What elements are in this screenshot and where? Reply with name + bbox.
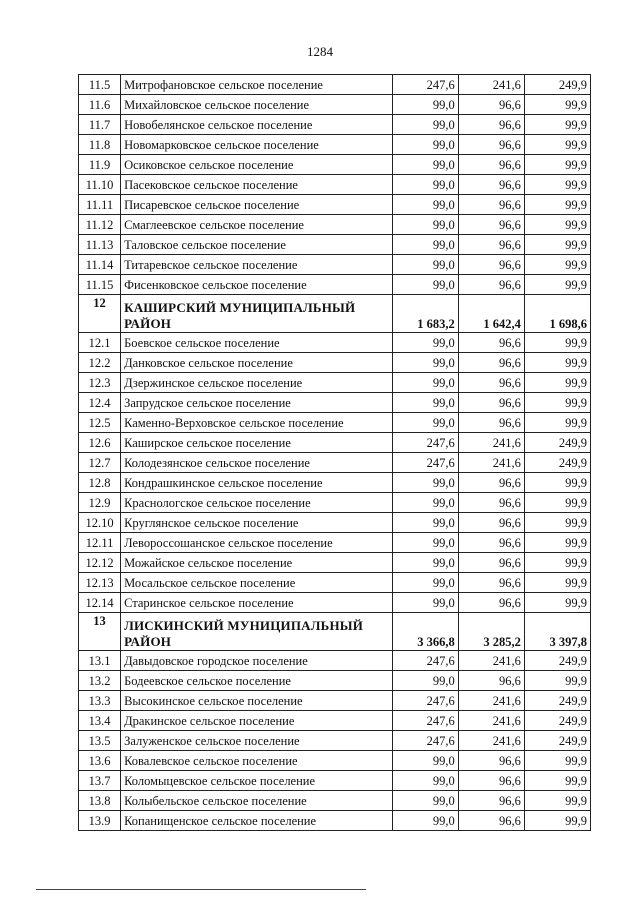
- table-row: [79, 333, 591, 353]
- value-col-1: 99,0: [392, 533, 458, 553]
- row-number: 12: [79, 295, 121, 333]
- value-col-3: 99,9: [524, 353, 590, 373]
- value-col-2: 96,6: [458, 135, 524, 155]
- table-row: [79, 593, 591, 613]
- row-number: 13: [79, 613, 121, 651]
- settlement-name: Коломыцевское сельское поселение: [121, 771, 393, 791]
- value-col-2: 241,6: [458, 711, 524, 731]
- settlement-name: Михайловское сельское поселение: [121, 95, 393, 115]
- settlement-name: Пасековское сельское поселение: [121, 175, 393, 195]
- value-col-2: 96,6: [458, 333, 524, 353]
- settlement-name: Данковское сельское поселение: [121, 353, 393, 373]
- settlement-name: Кондрашкинское сельское поселение: [121, 473, 393, 493]
- row-number: 11.12: [79, 215, 121, 235]
- settlement-name: Копанищенское сельское поселение: [121, 811, 393, 831]
- value-col-3: 99,9: [524, 215, 590, 235]
- value-col-1: 99,0: [392, 333, 458, 353]
- value-col-1: 99,0: [392, 593, 458, 613]
- value-col-2: 96,6: [458, 215, 524, 235]
- table-row: [79, 95, 591, 115]
- value-col-1: 99,0: [392, 135, 458, 155]
- settlement-name: Фисенковское сельское поселение: [121, 275, 393, 295]
- value-col-2: 96,6: [458, 533, 524, 553]
- settlement-name: Боевское сельское поселение: [121, 333, 393, 353]
- settlement-name: Старинское сельское поселение: [121, 593, 393, 613]
- value-col-1: 99,0: [392, 393, 458, 413]
- value-col-1: 247,6: [392, 651, 458, 671]
- row-number: 12.8: [79, 473, 121, 493]
- value-col-2: 96,6: [458, 275, 524, 295]
- value-col-3: 3 397,8: [524, 613, 590, 651]
- value-col-3: 249,9: [524, 711, 590, 731]
- value-col-3: 99,9: [524, 513, 590, 533]
- value-col-1: 247,6: [392, 731, 458, 751]
- value-col-3: 99,9: [524, 473, 590, 493]
- row-number: 13.5: [79, 731, 121, 751]
- value-col-2: 241,6: [458, 433, 524, 453]
- value-col-1: 1 683,2: [392, 295, 458, 333]
- budget-table: [78, 74, 591, 831]
- row-number: 12.12: [79, 553, 121, 573]
- settlement-name: Каменно-Верховское сельское поселение: [121, 413, 393, 433]
- value-col-1: 247,6: [392, 75, 458, 95]
- value-col-2: 241,6: [458, 75, 524, 95]
- value-col-1: 99,0: [392, 95, 458, 115]
- row-number: 12.1: [79, 333, 121, 353]
- value-col-3: 99,9: [524, 275, 590, 295]
- value-col-1: 99,0: [392, 155, 458, 175]
- value-col-2: 96,6: [458, 393, 524, 413]
- value-col-3: 99,9: [524, 255, 590, 275]
- row-number: 11.9: [79, 155, 121, 175]
- value-col-3: 99,9: [524, 593, 590, 613]
- row-number: 12.7: [79, 453, 121, 473]
- row-number: 11.14: [79, 255, 121, 275]
- row-number: 11.6: [79, 95, 121, 115]
- table-row: [79, 195, 591, 215]
- value-col-2: 96,6: [458, 751, 524, 771]
- table-row: [79, 771, 591, 791]
- value-col-2: 96,6: [458, 115, 524, 135]
- table-row: [79, 513, 591, 533]
- row-number: 13.7: [79, 771, 121, 791]
- settlement-name: Мосальское сельское поселение: [121, 573, 393, 593]
- table-row: [79, 651, 591, 671]
- value-col-1: 247,6: [392, 691, 458, 711]
- table-row: [79, 553, 591, 573]
- value-col-1: 99,0: [392, 353, 458, 373]
- district-row: [79, 613, 591, 651]
- value-col-2: 3 285,2: [458, 613, 524, 651]
- settlement-name: Давыдовское городское поселение: [121, 651, 393, 671]
- value-col-1: 99,0: [392, 115, 458, 135]
- value-col-1: 99,0: [392, 791, 458, 811]
- value-col-2: 96,6: [458, 811, 524, 831]
- value-col-2: 96,6: [458, 353, 524, 373]
- table-row: [79, 811, 591, 831]
- value-col-1: 247,6: [392, 453, 458, 473]
- row-number: 11.11: [79, 195, 121, 215]
- value-col-2: 96,6: [458, 671, 524, 691]
- value-col-3: 99,9: [524, 373, 590, 393]
- value-col-2: 96,6: [458, 195, 524, 215]
- table-row: [79, 215, 591, 235]
- row-number: 11.8: [79, 135, 121, 155]
- settlement-name: Высокинское сельское поселение: [121, 691, 393, 711]
- row-number: 13.1: [79, 651, 121, 671]
- table-row: [79, 751, 591, 771]
- table-row: [79, 255, 591, 275]
- value-col-3: 99,9: [524, 195, 590, 215]
- row-number: 13.6: [79, 751, 121, 771]
- value-col-1: 99,0: [392, 413, 458, 433]
- value-col-1: 99,0: [392, 275, 458, 295]
- value-col-3: 99,9: [524, 115, 590, 135]
- value-col-3: 249,9: [524, 75, 590, 95]
- table-row: [79, 711, 591, 731]
- value-col-1: 99,0: [392, 255, 458, 275]
- table-row: [79, 373, 591, 393]
- table-row: [79, 353, 591, 373]
- row-number: 12.5: [79, 413, 121, 433]
- value-col-3: 249,9: [524, 651, 590, 671]
- value-col-1: 247,6: [392, 433, 458, 453]
- value-col-2: 96,6: [458, 373, 524, 393]
- value-col-3: 99,9: [524, 155, 590, 175]
- table-row: [79, 791, 591, 811]
- value-col-3: 99,9: [524, 573, 590, 593]
- row-number: 11.13: [79, 235, 121, 255]
- settlement-name: Титаревское сельское поселение: [121, 255, 393, 275]
- settlement-name: Краснологское сельское поселение: [121, 493, 393, 513]
- table-row: [79, 235, 591, 255]
- settlement-name: Дзержинское сельское поселение: [121, 373, 393, 393]
- value-col-1: 99,0: [392, 513, 458, 533]
- value-col-1: 99,0: [392, 811, 458, 831]
- value-col-2: 96,6: [458, 255, 524, 275]
- row-number: 12.4: [79, 393, 121, 413]
- value-col-1: 3 366,8: [392, 613, 458, 651]
- value-col-3: 99,9: [524, 333, 590, 353]
- row-number: 13.4: [79, 711, 121, 731]
- value-col-3: 99,9: [524, 553, 590, 573]
- settlement-name: Круглянское сельское поселение: [121, 513, 393, 533]
- value-col-3: 99,9: [524, 393, 590, 413]
- value-col-1: 99,0: [392, 195, 458, 215]
- budget-table-body: [79, 75, 591, 831]
- value-col-2: 96,6: [458, 95, 524, 115]
- row-number: 13.9: [79, 811, 121, 831]
- table-row: [79, 493, 591, 513]
- value-col-1: 99,0: [392, 175, 458, 195]
- row-number: 12.11: [79, 533, 121, 553]
- row-number: 12.14: [79, 593, 121, 613]
- value-col-2: 96,6: [458, 553, 524, 573]
- settlement-name: Дракинское сельское поселение: [121, 711, 393, 731]
- table-row: [79, 533, 591, 553]
- table-row: [79, 155, 591, 175]
- district-row: [79, 295, 591, 333]
- district-name: ЛИСКИНСКИЙ МУНИЦИПАЛЬНЫЙ РАЙОН: [121, 613, 393, 651]
- value-col-3: 99,9: [524, 235, 590, 255]
- table-row: [79, 433, 591, 453]
- table-row: [79, 275, 591, 295]
- page-number: 1284: [307, 44, 333, 59]
- value-col-1: 247,6: [392, 711, 458, 731]
- row-number: 11.7: [79, 115, 121, 135]
- value-col-3: 99,9: [524, 413, 590, 433]
- settlement-name: Запрудское сельское поселение: [121, 393, 393, 413]
- value-col-3: 249,9: [524, 691, 590, 711]
- footer-rule: [36, 889, 366, 890]
- row-number: 12.2: [79, 353, 121, 373]
- table-row: [79, 473, 591, 493]
- value-col-3: 99,9: [524, 95, 590, 115]
- value-col-3: 99,9: [524, 791, 590, 811]
- value-col-2: 96,6: [458, 573, 524, 593]
- value-col-1: 99,0: [392, 373, 458, 393]
- value-col-1: 99,0: [392, 771, 458, 791]
- table-row: [79, 393, 591, 413]
- value-col-2: 241,6: [458, 453, 524, 473]
- table-row: [79, 671, 591, 691]
- value-col-2: 96,6: [458, 413, 524, 433]
- value-col-2: 96,6: [458, 473, 524, 493]
- row-number: 11.5: [79, 75, 121, 95]
- value-col-2: 96,6: [458, 513, 524, 533]
- table-row: [79, 175, 591, 195]
- value-col-1: 99,0: [392, 235, 458, 255]
- value-col-1: 99,0: [392, 751, 458, 771]
- settlement-name: Левороссошанское сельское поселение: [121, 533, 393, 553]
- value-col-2: 96,6: [458, 155, 524, 175]
- settlement-name: Митрофановское сельское поселение: [121, 75, 393, 95]
- value-col-3: 249,9: [524, 433, 590, 453]
- value-col-3: 99,9: [524, 175, 590, 195]
- settlement-name: Колыбельское сельское поселение: [121, 791, 393, 811]
- value-col-3: 99,9: [524, 811, 590, 831]
- settlement-name: Колодезянское сельское поселение: [121, 453, 393, 473]
- settlement-name: Писаревское сельское поселение: [121, 195, 393, 215]
- value-col-3: 99,9: [524, 771, 590, 791]
- table-row: [79, 691, 591, 711]
- row-number: 12.13: [79, 573, 121, 593]
- value-col-1: 99,0: [392, 493, 458, 513]
- table-row: [79, 135, 591, 155]
- settlement-name: Ковалевское сельское поселение: [121, 751, 393, 771]
- row-number: 12.9: [79, 493, 121, 513]
- settlement-name: Таловское сельское поселение: [121, 235, 393, 255]
- settlement-name: Залуженское сельское поселение: [121, 731, 393, 751]
- settlement-name: Бодеевское сельское поселение: [121, 671, 393, 691]
- value-col-2: 96,6: [458, 493, 524, 513]
- row-number: 12.6: [79, 433, 121, 453]
- settlement-name: Новомарковское сельское поселение: [121, 135, 393, 155]
- value-col-2: 96,6: [458, 593, 524, 613]
- value-col-3: 99,9: [524, 493, 590, 513]
- settlement-name: Смаглеевское сельское поселение: [121, 215, 393, 235]
- row-number: 13.2: [79, 671, 121, 691]
- row-number: 11.15: [79, 275, 121, 295]
- value-col-2: 241,6: [458, 691, 524, 711]
- table-row: [79, 75, 591, 95]
- settlement-name: Каширское сельское поселение: [121, 433, 393, 453]
- settlement-name: Новобелянское сельское поселение: [121, 115, 393, 135]
- table-row: [79, 573, 591, 593]
- value-col-3: 1 698,6: [524, 295, 590, 333]
- table-row: [79, 731, 591, 751]
- row-number: 12.3: [79, 373, 121, 393]
- row-number: 11.10: [79, 175, 121, 195]
- value-col-3: 99,9: [524, 533, 590, 553]
- value-col-1: 99,0: [392, 215, 458, 235]
- value-col-3: 249,9: [524, 453, 590, 473]
- value-col-3: 99,9: [524, 671, 590, 691]
- value-col-2: 96,6: [458, 771, 524, 791]
- value-col-3: 249,9: [524, 731, 590, 751]
- row-number: 13.3: [79, 691, 121, 711]
- district-name: КАШИРСКИЙ МУНИЦИПАЛЬНЫЙ РАЙОН: [121, 295, 393, 333]
- value-col-3: 99,9: [524, 751, 590, 771]
- row-number: 13.8: [79, 791, 121, 811]
- settlement-name: Осиковское сельское поселение: [121, 155, 393, 175]
- settlement-name: Можайское сельское поселение: [121, 553, 393, 573]
- value-col-1: 99,0: [392, 573, 458, 593]
- value-col-2: 241,6: [458, 731, 524, 751]
- value-col-1: 99,0: [392, 553, 458, 573]
- value-col-3: 99,9: [524, 135, 590, 155]
- table-row: [79, 115, 591, 135]
- table-row: [79, 453, 591, 473]
- value-col-2: 96,6: [458, 791, 524, 811]
- value-col-2: 96,6: [458, 175, 524, 195]
- table-row: [79, 413, 591, 433]
- row-number: 12.10: [79, 513, 121, 533]
- value-col-2: 1 642,4: [458, 295, 524, 333]
- value-col-2: 241,6: [458, 651, 524, 671]
- value-col-1: 99,0: [392, 671, 458, 691]
- value-col-2: 96,6: [458, 235, 524, 255]
- value-col-1: 99,0: [392, 473, 458, 493]
